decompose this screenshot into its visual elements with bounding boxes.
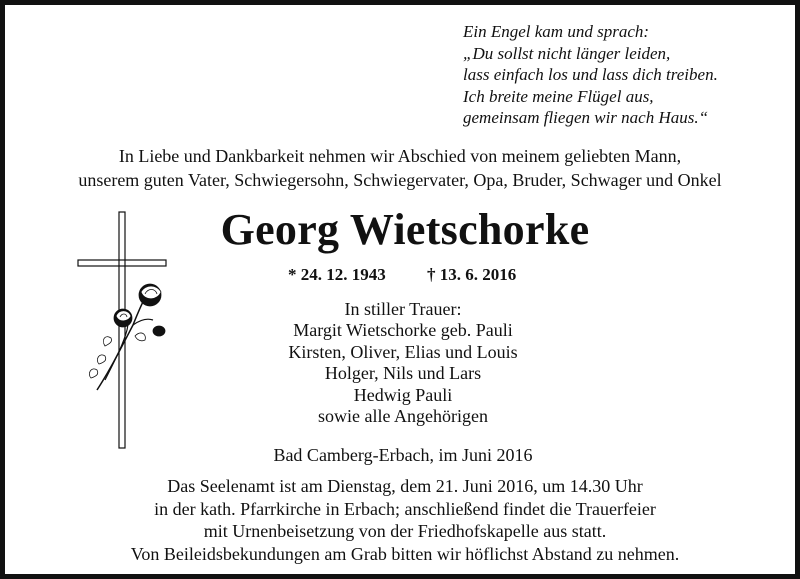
mourners-heading: In stiller Trauer: <box>344 299 462 319</box>
deceased-name: Georg Wietschorke <box>220 205 590 254</box>
intro-text <box>5 144 795 192</box>
poem <box>463 21 783 129</box>
intro-line: In Liebe und Dankbarkeit nehmen wir Abschied von meinem geliebten Mann, <box>118 146 682 166</box>
poem-line: „Du sollst nicht länger leiden, <box>463 43 671 63</box>
cross-with-roses-icon <box>75 210 175 450</box>
mourners-list <box>205 299 601 427</box>
service-line: mit Urnenbeisetzung von der Friedhofskapelle aus statt. <box>203 521 607 541</box>
poem-line: Ein Engel kam und sprach: <box>463 22 650 41</box>
mourner-line: Margit Wietschorke geb. Pauli <box>293 320 513 341</box>
death-date: † 13. 6. 2016 <box>427 265 517 284</box>
birth-date: * 24. 12. 1943 <box>288 265 386 284</box>
poem-line: lass einfach los und lass dich treiben. <box>463 65 718 85</box>
mourner-line: sowie alle Angehörigen <box>318 406 488 427</box>
service-line: Von Beileidsbekundungen am Grab bitten wir höflichst Abstand zu nehmen. <box>130 543 680 564</box>
poem-line: Ich breite meine Flügel aus, <box>463 86 654 106</box>
service-info <box>5 475 800 565</box>
place-and-date: Bad Camberg-Erbach, im Juni 2016 <box>273 445 533 465</box>
service-line: Das Seelenamt ist am Dienstag, dem 21. Juni 2016, um 14.30 Uhr <box>167 476 643 496</box>
mourner-line: Hedwig Pauli <box>353 384 453 405</box>
mourner-line: Kirsten, Oliver, Elias und Louis <box>288 341 518 362</box>
intro-line: unserem guten Vater, Schwiegersohn, Schwiegervater, Opa, Bruder, Schwager und Onkel <box>78 170 722 190</box>
poem-line: gemeinsam fliegen wir nach Haus.“ <box>463 108 709 128</box>
service-line: in der kath. Pfarrkirche in Erbach; anschließend findet die Trauerfeier <box>154 498 656 519</box>
mourner-line: Holger, Nils und Lars <box>324 363 482 384</box>
